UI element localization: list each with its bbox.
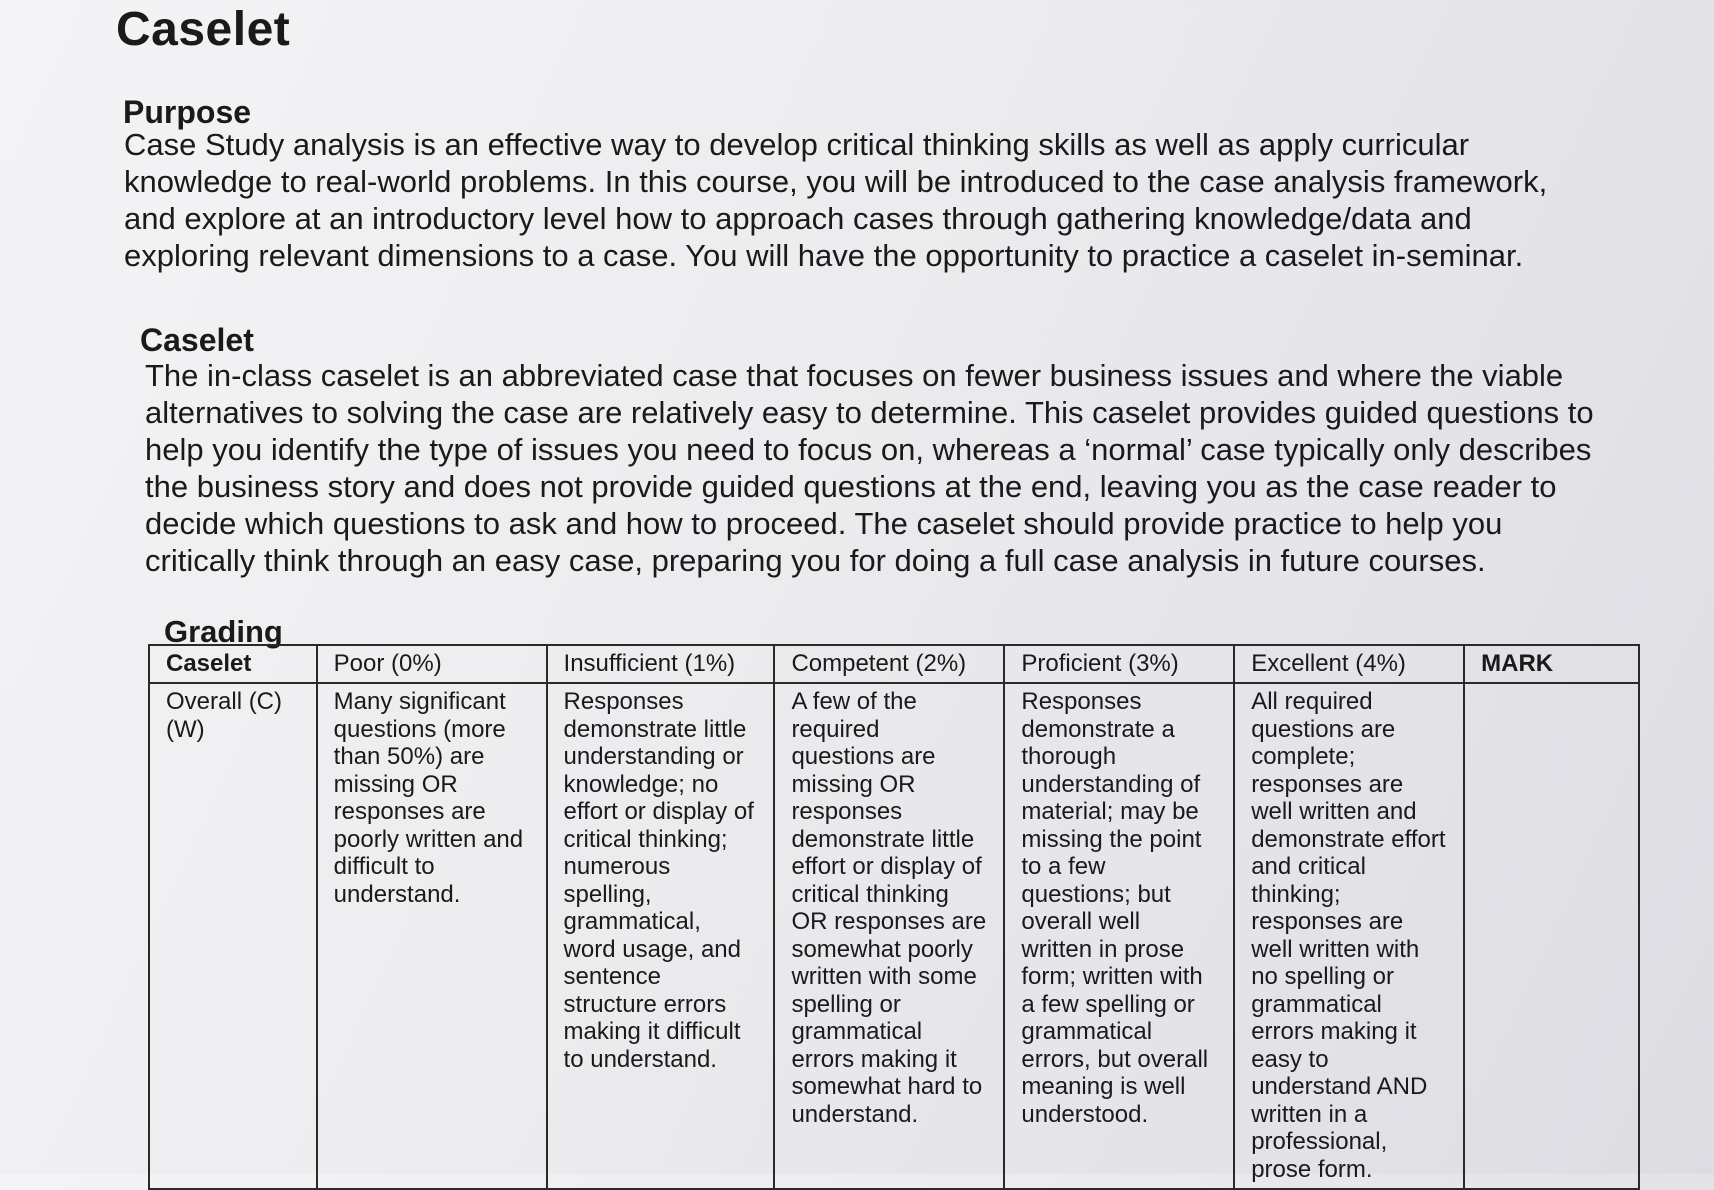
cell-line: knowledge; no: [563, 770, 719, 798]
cell-excellent: [1234, 683, 1464, 1189]
cell-line: understand.: [333, 880, 461, 908]
cell-line: to a few: [1021, 853, 1106, 880]
cell-line: well written and: [1251, 798, 1417, 825]
cell-line: questions (more: [333, 715, 506, 743]
caselet-line: alternatives to solving the case are relatively easy to determine. This caselet provides guided questions to: [145, 395, 1594, 430]
cell-line: somewhat hard to: [791, 1073, 983, 1100]
cell-line: Responses: [563, 688, 684, 715]
cell-line: structure errors: [563, 990, 727, 1018]
cell-line: responses are: [1251, 908, 1404, 935]
purpose-line: exploring relevant dimensions to a case. You will have the opportunity to practice a caselet in-seminar.: [124, 238, 1524, 273]
purpose-heading: Purpose: [123, 94, 252, 130]
cell-line: and critical: [1251, 853, 1366, 880]
cell-poor: [317, 683, 547, 1189]
cell-line: demonstrate effort: [1251, 825, 1446, 853]
cell-line: critical thinking: [791, 880, 949, 908]
header-excellent: Excellent (4%): [1234, 645, 1464, 683]
cell-line: All required: [1251, 688, 1373, 715]
cell-line: prose form.: [1251, 1155, 1373, 1183]
header-poor: Poor (0%): [317, 645, 547, 683]
grading-rubric-table: [148, 644, 1640, 1190]
cell-line: spelling or: [791, 990, 901, 1018]
cell-line: difficult to: [333, 853, 435, 880]
caselet-line: critically think through an easy case, preparing you for doing a full case analysis in future courses.: [145, 543, 1486, 578]
cell-criterion: [149, 683, 317, 1189]
cell-line: responses are: [1251, 770, 1404, 798]
cell-line: missing OR: [791, 770, 916, 798]
cell-line: required: [791, 715, 880, 743]
cell-line: no spelling or: [1251, 963, 1394, 990]
cell-line: grammatical: [791, 1018, 923, 1045]
cell-line: overall well: [1021, 908, 1141, 935]
rubric-header-row: [149, 645, 1639, 683]
rubric-row-overall: [149, 683, 1639, 1189]
cell-line: poorly written and: [333, 825, 524, 853]
cell-line: understand.: [791, 1100, 919, 1128]
header-proficient: Proficient (3%): [1004, 645, 1234, 683]
header-competent: Competent (2%): [774, 645, 1004, 683]
cell-line: effort or display of: [791, 853, 982, 880]
cell-line: numerous: [563, 853, 671, 880]
cell-line: understanding of: [1021, 770, 1201, 798]
cell-competent: [774, 683, 1004, 1189]
cell-line: responses: [791, 798, 903, 825]
purpose-line: and explore at an introductory level how to approach cases through gathering knowledge/data and: [124, 201, 1472, 236]
cell-line: written in prose: [1021, 935, 1185, 963]
cell-line: to understand.: [563, 1045, 717, 1073]
caselet-line: the business story and does not provide guided questions at the end, leaving you as the case reader to: [145, 469, 1557, 504]
cell-mark[interactable]: [1464, 683, 1639, 1189]
purpose-line: Case Study analysis is an effective way to develop critical thinking skills as well as apply curricular: [124, 127, 1470, 162]
cell-line: thorough: [1021, 743, 1117, 770]
cell-line: responses are: [333, 798, 486, 825]
cell-line: making it difficult: [563, 1018, 741, 1045]
cell-line: grammatical: [1021, 1018, 1153, 1045]
cell-line: somewhat poorly: [791, 935, 973, 963]
header-insufficient: Insufficient (1%): [547, 645, 775, 683]
cell-line: OR responses are: [791, 908, 987, 935]
cell-line: than 50%) are: [333, 743, 485, 770]
cell-line: written with some: [791, 963, 977, 990]
cell-line: demonstrate a: [1021, 715, 1175, 743]
cell-line: missing OR: [333, 770, 458, 798]
cell-line: understand AND: [1251, 1073, 1428, 1100]
cell-line: effort or display of: [563, 798, 754, 825]
cell-line: questions; but: [1021, 880, 1171, 908]
cell-line: Many significant: [333, 688, 506, 715]
cell-line: errors making it: [791, 1045, 957, 1073]
header-mark: MARK: [1464, 645, 1639, 683]
cell-line: well written with: [1251, 935, 1420, 963]
cell-insufficient: [547, 683, 775, 1189]
page-title: Caselet: [116, 3, 291, 56]
cell-line: complete;: [1251, 743, 1356, 770]
cell-line: a few spelling or: [1021, 990, 1195, 1018]
cell-line: grammatical: [1251, 990, 1382, 1018]
cell-line: grammatical,: [563, 908, 701, 935]
cell-line: word usage, and: [563, 935, 741, 963]
cell-line: easy to: [1251, 1045, 1329, 1073]
purpose-line: knowledge to real-world problems. In this course, you will be introduced to the case analysis framework,: [124, 164, 1548, 199]
cell-line: understood.: [1021, 1100, 1149, 1128]
cell-line: thinking;: [1251, 880, 1341, 908]
cell-line: understanding or: [563, 743, 744, 770]
cell-line: critical thinking;: [563, 825, 728, 853]
caselet-line: decide which questions to ask and how to proceed. The caselet should provide practice to help you: [145, 506, 1503, 541]
cell-line: missing the point: [1021, 825, 1202, 853]
purpose-paragraph: [124, 126, 1604, 274]
cell-line: form; written with: [1021, 963, 1203, 990]
caselet-paragraph: [145, 357, 1635, 579]
header-caselet: Caselet: [149, 645, 317, 683]
cell-line: demonstrate little: [791, 825, 975, 853]
cell-line: A few of the: [791, 688, 917, 715]
cell-line: demonstrate little: [563, 715, 747, 743]
cell-line: spelling,: [563, 880, 652, 908]
cell-line: sentence: [563, 963, 661, 990]
cell-line: professional,: [1251, 1128, 1388, 1155]
cell-line: meaning is well: [1021, 1073, 1186, 1100]
cell-line: written in a: [1251, 1100, 1368, 1128]
cell-line: questions are: [791, 743, 936, 770]
cell-line: errors making it: [1251, 1018, 1417, 1045]
caselet-heading: Caselet: [140, 322, 254, 358]
caselet-line: The in-class caselet is an abbreviated case that focuses on fewer business issues and where the viable: [145, 358, 1564, 393]
cell-line: errors, but overall: [1021, 1045, 1209, 1073]
cell-line: questions are: [1251, 715, 1396, 743]
caselet-line: help you identify the type of issues you need to focus on, whereas a ‘normal’ case typically only describes: [145, 432, 1592, 467]
cell-line: (W): [166, 715, 205, 743]
grading-heading: Grading: [164, 614, 283, 649]
cell-line: Responses: [1021, 688, 1142, 715]
cell-line: material; may be: [1021, 798, 1199, 825]
cell-line: Overall (C): [166, 688, 283, 715]
cell-proficient: [1004, 683, 1234, 1189]
